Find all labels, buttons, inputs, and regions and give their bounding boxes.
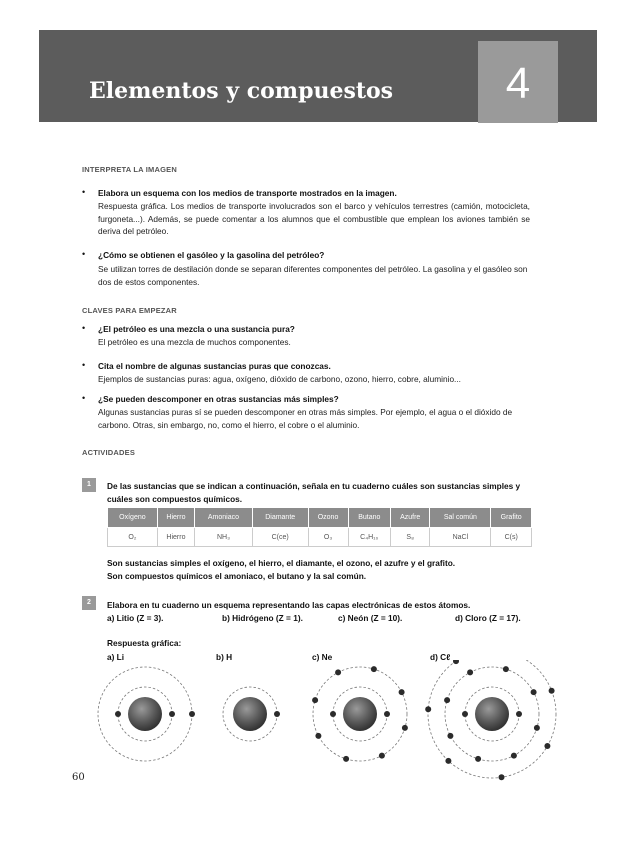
answer: Son sustancias simples el oxígeno, el hierro, el diamante, el ozono, el azufre y el grafito. [107, 558, 456, 568]
answer: Algunas sustancias puras sí se pueden descomponer en otras más simples. Por ejemplo, el agua o el dióxido de carbono. Otras, sin embargo, no, como el hierro, el cobre o el aluminio. [98, 407, 513, 430]
question: ¿El petróleo es una mezcla o una sustancia pura? [98, 324, 295, 334]
table-header-cell: Oxígeno [108, 508, 158, 528]
section-heading-actividades: ACTIVIDADES [82, 448, 136, 457]
atom-label: d) Cℓ [430, 652, 451, 662]
table-header-cell: Sal común [430, 508, 491, 528]
electron [115, 711, 121, 717]
bullet: • [82, 187, 86, 197]
table-header-cell: Butano [348, 508, 391, 528]
table-cell: NaCl [430, 528, 491, 547]
electron [531, 689, 537, 695]
electron [379, 753, 385, 759]
electron [343, 756, 349, 762]
question: Elabora un esquema con los medios de transporte mostrados en la imagen. [98, 188, 397, 198]
electron [516, 711, 522, 717]
answer: Son compuestos químicos el amoniaco, el butano y la sal común. [107, 571, 367, 581]
page-number: 60 [72, 772, 85, 783]
substances-table [107, 507, 532, 547]
electron [503, 666, 509, 672]
nucleus [233, 697, 267, 731]
table-cell: NH₃ [195, 528, 253, 547]
option: c) Neón (Z = 10). [338, 613, 403, 623]
atom-diagram [223, 687, 280, 741]
atom-diagrams [0, 660, 636, 790]
electron [330, 711, 336, 717]
option: d) Cloro (Z = 17). [455, 613, 521, 623]
electron [425, 706, 431, 712]
table-header-cell: Azufre [391, 508, 430, 528]
atom-label: b) H [216, 652, 233, 662]
activity-prompt: Elabora en tu cuaderno un esquema representando las capas electrónicas de estos átomos. [107, 600, 471, 610]
electron [399, 689, 405, 695]
atom-diagram [312, 666, 408, 762]
electron [274, 711, 280, 717]
electron [549, 688, 555, 694]
question: ¿Cómo se obtienen el gasóleo y la gasolina del petróleo? [98, 250, 325, 260]
bullet: • [82, 360, 86, 370]
electron [402, 725, 408, 731]
nucleus [128, 697, 162, 731]
electron [475, 756, 481, 762]
bullet: • [82, 393, 86, 403]
table-header-cell: Diamante [252, 508, 308, 528]
option: b) Hidrógeno (Z = 1). [222, 613, 303, 623]
page-title: Elementos y compuestos [89, 78, 394, 104]
electron [189, 711, 195, 717]
table-row [108, 528, 532, 547]
table-cell: C₄H₁₀ [348, 528, 391, 547]
atom-label: c) Ne [312, 652, 333, 662]
table-cell: O₂ [108, 528, 158, 547]
electron [499, 774, 505, 780]
electron [335, 669, 341, 675]
table-cell: S₈ [391, 528, 430, 547]
electron [467, 669, 473, 675]
table-cell: C(s) [491, 528, 532, 547]
atom-diagram [98, 667, 195, 761]
answer: Ejemplos de sustancias puras: agua, oxígeno, dióxido de carbono, ozono, hierro, cobre, aluminio... [98, 374, 461, 384]
table-cell: O₃ [308, 528, 348, 547]
chapter-number-box [478, 41, 558, 123]
answer: Respuesta gráfica. Los medios de transporte involucrados son el barco y vehículos terrestres (camión, motocicleta, furgoneta...). Además, se puede comentar a los alumnos que el combustible que emplean los aviones también se deriva del petróleo. [98, 201, 530, 236]
table-cell: C(ce) [252, 528, 308, 547]
section-heading-interpreta: INTERPRETA LA IMAGEN [82, 165, 177, 174]
answer: Se utilizan torres de destilación donde se separan diferentes componentes del petróleo. La gasolina y el gasóleo son dos de estos componentes. [98, 264, 528, 287]
nucleus [475, 697, 509, 731]
atom-label: a) Li [107, 652, 125, 662]
electron [447, 733, 453, 739]
nucleus [343, 697, 377, 731]
electron [169, 711, 175, 717]
bullet: • [82, 323, 86, 333]
electron [315, 733, 321, 739]
electron [445, 758, 451, 764]
bullet: • [82, 249, 86, 259]
table-header-cell: Ozono [308, 508, 348, 528]
electron [371, 666, 377, 672]
electron [511, 753, 517, 759]
atom-diagram [425, 660, 556, 780]
option: a) Litio (Z = 3). [107, 613, 164, 623]
answer-label: Respuesta gráfica: [107, 638, 182, 648]
electron [384, 711, 390, 717]
electron [534, 725, 540, 731]
electron [444, 697, 450, 703]
electron [462, 711, 468, 717]
table-header-cell: Grafito [491, 508, 532, 528]
answer: El petróleo es una mezcla de muchos componentes. [98, 337, 291, 347]
electron [544, 743, 550, 749]
activity-number-1: 1 [82, 478, 96, 492]
table-cell: Hierro [157, 528, 194, 547]
table-header-row [108, 508, 532, 528]
section-heading-claves: CLAVES PARA EMPEZAR [82, 306, 177, 315]
table-header-cell: Amoniaco [195, 508, 253, 528]
activity-prompt: De las sustancias que se indican a continuación, señala en tu cuaderno cuáles son sustancias simples y cuáles son compuestos químicos. [107, 481, 521, 504]
chapter-number: 4 [505, 59, 531, 108]
activity-number-2: 2 [82, 596, 96, 610]
electron [312, 697, 318, 703]
electron [453, 660, 459, 664]
table-header-cell: Hierro [157, 508, 194, 528]
question: Cita el nombre de algunas sustancias puras que conozcas. [98, 361, 331, 371]
question: ¿Se pueden descomponer en otras sustancias más simples? [98, 394, 339, 404]
